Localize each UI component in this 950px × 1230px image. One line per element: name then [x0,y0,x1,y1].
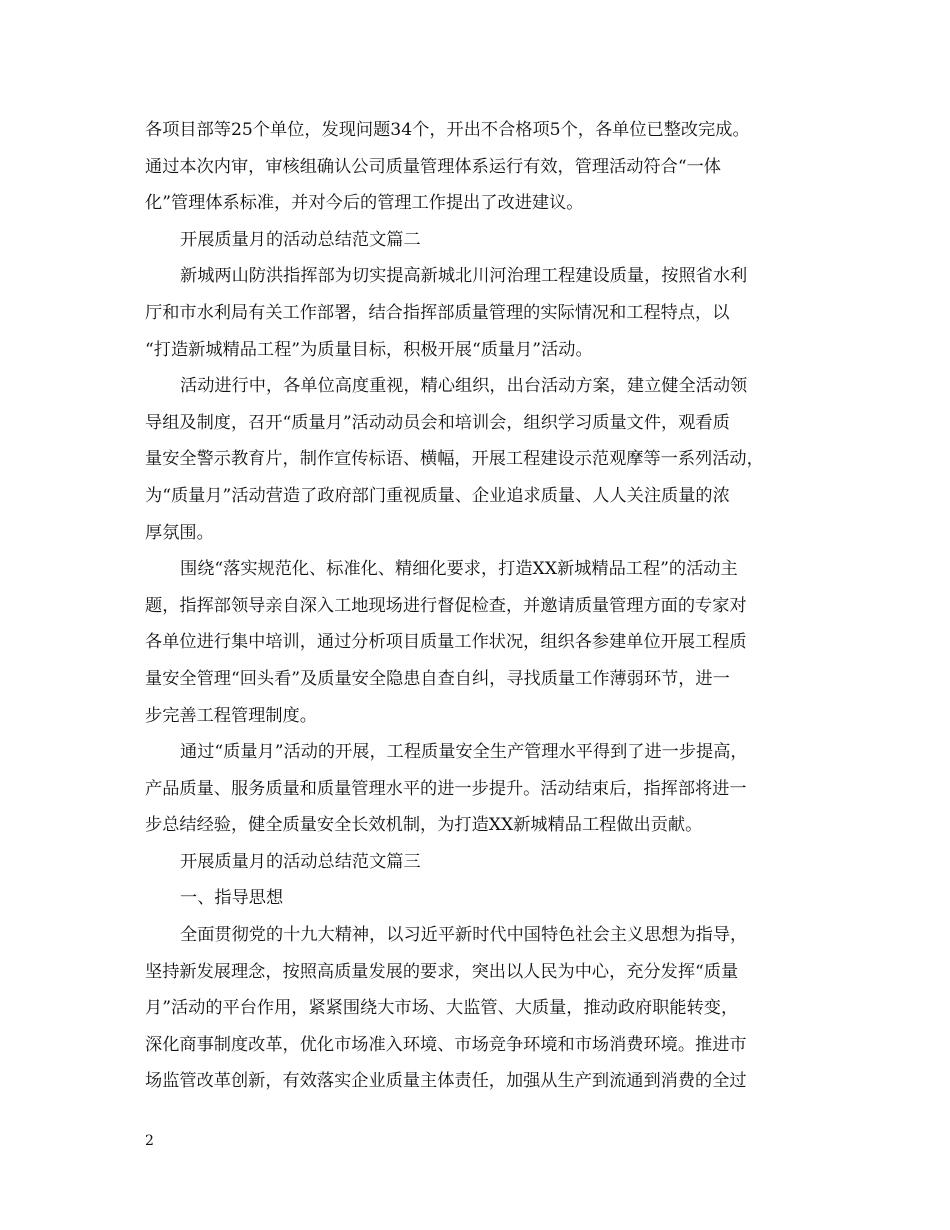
text-line: 步总结经验，健全质量安全长效机制，为打造XX新城精品工程做出贡献。 [145,815,703,836]
text-line: 坚持新发展理念，按照高质量发展的要求，突出以人民为中心，充分发挥“质量 [145,961,739,982]
text-line: 围绕“落实规范化、标准化、精细化要求，打造XX新城精品工程”的活动主 [180,559,738,580]
text-line: 厚氛围。 [145,522,214,543]
text-line: “打造新城精品工程”为质量目标，积极开展“质量月”活动。 [145,339,593,360]
text-line: 为“质量月”活动营造了政府部门重视质量、企业追求质量、人人关注质量的浓 [145,485,730,506]
text-line: 步完善工程管理制度。 [145,705,317,726]
text-line: 各项目部等25个单位，发现问题34个，开出不合格项5个，各单位已整改完成。 [145,120,750,140]
text-line: 新城两山防洪指挥部为切实提高新城北川河治理工程建设质量，按照省水利 [180,266,748,287]
text-line: 通过“质量月”活动的开展，工程质量安全生产管理水平得到了进一步提高， [180,742,748,763]
text-line: 化”管理体系标准，并对今后的管理工作提出了改进建议。 [145,193,584,214]
text-line: 导组及制度，召开“质量月”活动动员会和培训会，组织学习质量文件，观看质 [145,412,730,433]
document-body [145,112,805,1100]
text-line: 厅和市水利局有关工作部署，结合指挥部质量管理的实际情况和工程特点，以 [145,302,730,323]
text-line: 量安全警示教育片，制作宣传标语、横幅，开展工程建设示范观摩等一系列活动， [145,449,764,470]
text-line: 场监管改革创新，有效落实企业质量主体责任，加强从生产到流通到消费的全过 [145,1071,747,1092]
text-line: 活动进行中，各单位高度重视，精心组织，出台活动方案，建立健全活动领 [180,376,748,397]
text-line: 产品质量、服务质量和质量管理水平的进一步提升。活动结束后，指挥部将进一 [145,778,747,799]
text-line: 开展质量月的活动总结范文篇三 [180,851,421,872]
text-line: 深化商事制度改革，优化市场准入环境、市场竞争环境和市场消费环境。推进市 [145,1034,747,1055]
text-line: 月”活动的平台作用，紧紧围绕大市场、大监管、大质量，推动政府职能转变， [145,998,739,1019]
text-line: 一、指导思想 [180,888,284,909]
text-line: 通过本次内审，审核组确认公司质量管理体系运行有效，管理活动符合“一体 [145,156,721,177]
text-line: 各单位进行集中培训，通过分析项目质量工作状况，组织各参建单位开展工程质 [145,632,747,653]
text-line: 量安全管理“回头看”及质量安全隐患自查自纠，寻找质量工作薄弱环节，进一 [145,668,730,689]
text-line: 开展质量月的活动总结范文篇二 [180,229,421,250]
page-number: 2 [145,1133,154,1149]
text-line: 题，指挥部领导亲自深入工地现场进行督促检查，并邀请质量管理方面的专家对 [145,595,747,616]
text-line: 全面贯彻党的十九大精神，以习近平新时代中国特色社会主义思想为指导， [180,925,748,946]
